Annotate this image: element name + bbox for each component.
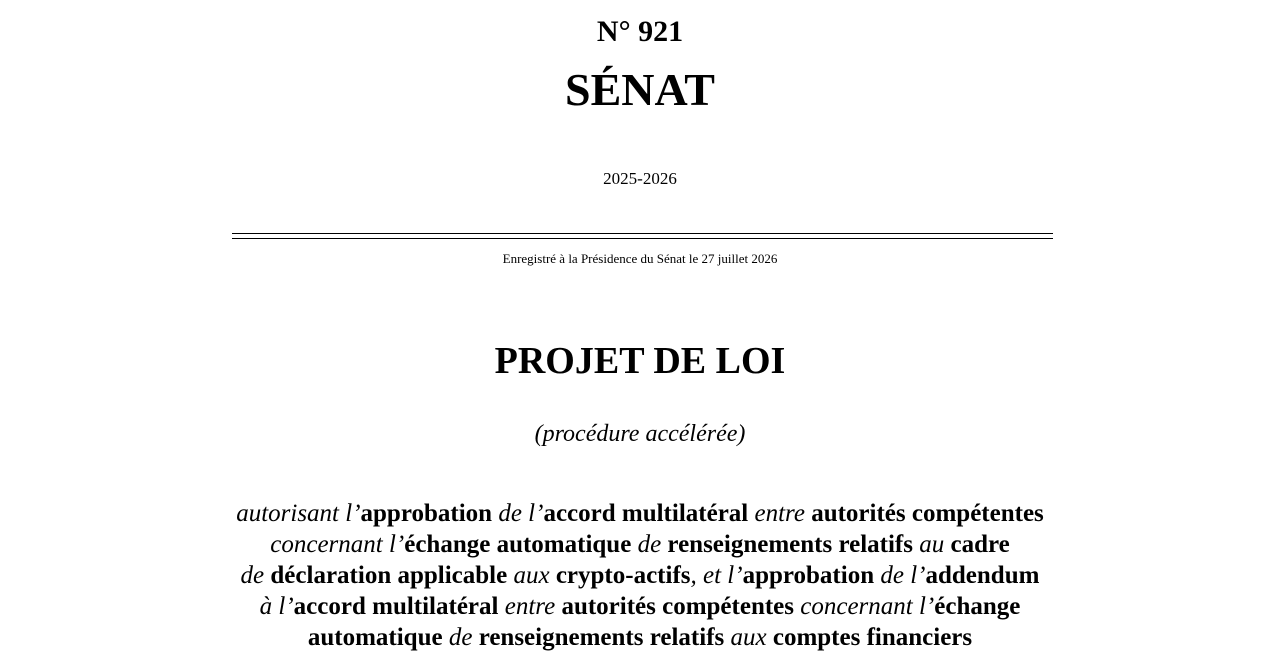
session-years: 2025-2026	[603, 169, 677, 188]
subject-segment: automatique	[307, 624, 443, 651]
subject-segment: comptes financiers	[772, 624, 973, 651]
subject-line	[0, 560, 1280, 591]
subject-segment: à l’	[259, 593, 294, 620]
document-type-title: PROJET DE LOI	[494, 340, 786, 382]
procedure-note: (procédure accélérée)	[534, 421, 746, 447]
chamber-title: SÉNAT	[565, 64, 715, 115]
subject-segment: concernant l’	[794, 593, 935, 620]
subject-segment: au	[912, 531, 951, 558]
subject-segment: échange automatique	[404, 531, 632, 558]
subject-segment: autorités compétentes	[811, 500, 1044, 527]
subject-segment: entre	[748, 500, 812, 527]
subject-segment: aux	[507, 562, 556, 589]
subject-segment: approbation	[742, 562, 875, 589]
subject-segment: de	[240, 562, 271, 589]
subject-segment: aux	[724, 624, 773, 651]
subject-segment: autorisant l’	[236, 500, 361, 527]
document-number: N° 921	[596, 15, 684, 48]
subject-segment: échange	[934, 593, 1021, 620]
subject-segment: accord multilatéral	[543, 500, 749, 527]
subject-segment: de	[442, 624, 479, 651]
subject-segment: approbation	[360, 500, 493, 527]
subject-segment: de	[631, 531, 668, 558]
subject-segment: concernant l’	[270, 531, 405, 558]
subject-line	[0, 591, 1280, 622]
subject-segment: déclaration applicable	[270, 562, 508, 589]
subject-segment: renseignements relatifs	[478, 624, 725, 651]
registration-notice: Enregistré à la Présidence du Sénat le 27 juillet 2026	[502, 251, 778, 266]
subject-segment: , et l’	[690, 562, 743, 589]
subject-segment: renseignements relatifs	[667, 531, 913, 558]
double-rule-bottom	[232, 238, 1053, 239]
subject-segment: crypto-actifs	[555, 562, 691, 589]
subject-segment: entre	[498, 593, 562, 620]
subject-line	[0, 622, 1280, 653]
double-rule-top	[232, 233, 1053, 234]
subject-segment: addendum	[925, 562, 1040, 589]
subject-line	[0, 529, 1280, 560]
subject-segment: de l’	[492, 500, 544, 527]
subject-segment: autorités compétentes	[561, 593, 795, 620]
subject-segment: de l’	[874, 562, 926, 589]
subject-segment: accord multilatéral	[293, 593, 499, 620]
bill-subject	[0, 498, 1280, 653]
subject-line	[0, 498, 1280, 529]
subject-segment: cadre	[950, 531, 1010, 558]
